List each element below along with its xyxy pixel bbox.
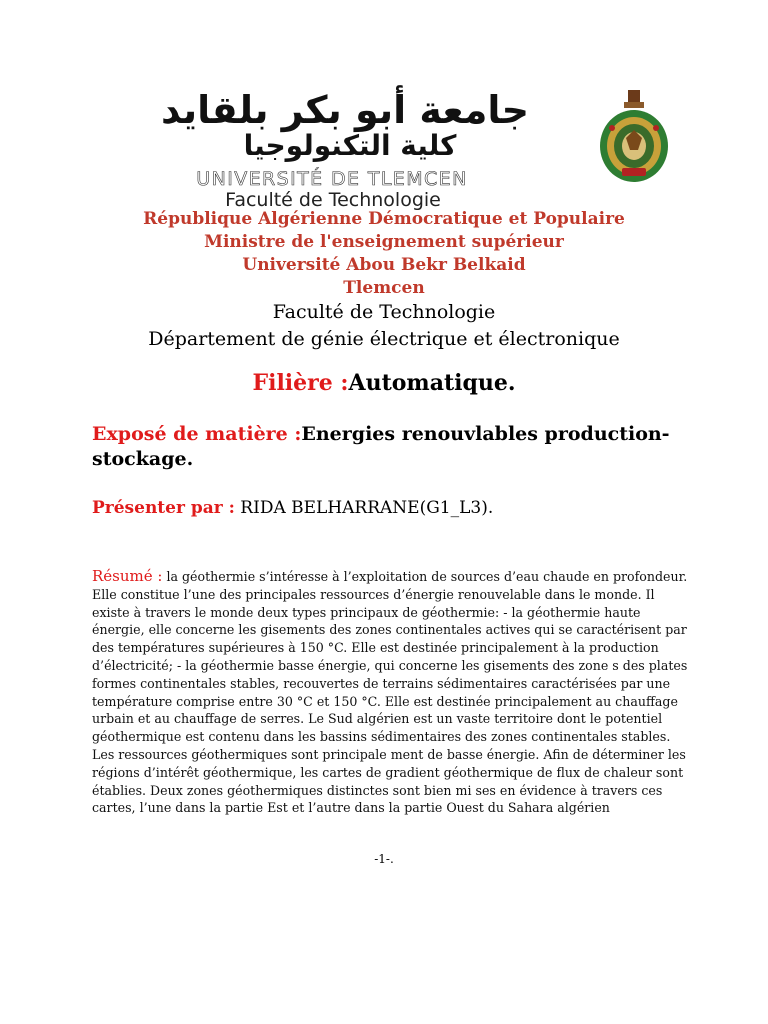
abstract-paragraph	[92, 568, 692, 817]
page-number: -1-.	[374, 852, 394, 866]
university-line: Université Abou Bekr Belkaid	[242, 255, 526, 275]
filiere-value: Automatique.	[348, 370, 516, 396]
arabic-faculty-name: كلية التكنولوجيا	[243, 129, 457, 162]
department-line: Département de génie électrique et électronique	[148, 328, 620, 350]
republic-line: République Algérienne Démocratique et Populaire	[143, 209, 625, 229]
university-header	[90, 88, 660, 210]
faculty-line: Faculté de Technologie	[272, 301, 496, 323]
faculty-name-logo: Faculté de Technologie	[225, 189, 441, 211]
presenter-label: Présenter par :	[92, 498, 235, 518]
filiere-label: Filière :	[252, 370, 349, 396]
expose-label: Exposé de matière :	[92, 423, 302, 445]
expose-heading	[92, 422, 692, 472]
ministry-line: Ministre de l'enseignement supérieur	[204, 232, 564, 252]
filiere-heading	[0, 368, 768, 398]
arabic-university-name: جامعة أبو بكر بلقايد	[160, 88, 530, 132]
city-line: Tlemcen	[343, 278, 425, 298]
university-name: UNIVERSITÉ DE TLEMCEN	[196, 168, 468, 190]
presenter-line	[92, 496, 692, 520]
expose-value: Energies renouvlables production-stockage.	[92, 423, 670, 470]
university-emblem-icon	[598, 88, 670, 184]
presenter-value: RIDA BELHARRANE(G1_L3).	[234, 498, 494, 518]
abstract-label: Résumé :	[92, 567, 163, 585]
abstract-text: la géothermie s’intéresse à l’exploitation de sources d’eau chaude en profondeur. Elle constitue l’une des principales ressources d’énergie renouvelable dans le monde. Il existe à travers le monde deux types principaux de géothermie: - la géothermie haute énergie, elle concerne les gisements des zones continentales actives qui se caractérisent par des températures supérieures à 150 °C. Elle est destinée principalement à la production d’électricité; - la géothermie basse énergie, qui concerne les gisements des zone s des plates formes continentales stables, recouvertes de terrains sédimentaires caractérisées par une température comprise entre 30 °C et 150 °C. Elle est destinée principalement au chauffage urbain et au chauffage de serres. Le Sud algérien est un vaste territoire dont le potentiel géothermique est contenu dans les bassins sédimentaires des zones continentales stables. Les ressources géothermiques sont principale ment de basse énergie. Afin de déterminer les régions d’intérêt géothermique, les cartes de gradient géothermique de flux de chaleur sont établies. Deux zones géothermiques distinctes sont bien mi ses en évidence à travers ces cartes, l’une dans la partie Est et l’autre dans la partie Ouest du Sahara algérien	[92, 569, 688, 816]
